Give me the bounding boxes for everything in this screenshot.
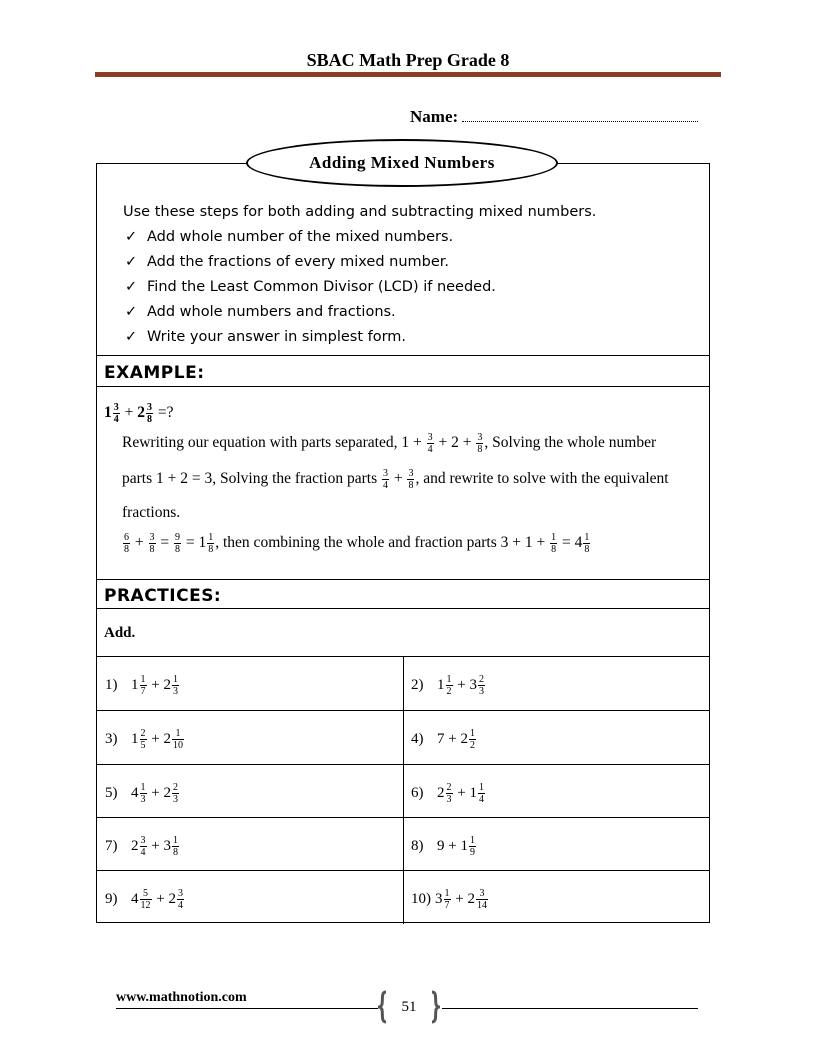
divider bbox=[97, 355, 709, 356]
example-line-3: fractions. bbox=[122, 504, 181, 521]
header-divider-bar bbox=[95, 72, 721, 77]
checkmark-icon: ✓ bbox=[125, 329, 138, 345]
divider bbox=[97, 870, 709, 871]
step-text: Write your answer in simplest form. bbox=[147, 329, 407, 345]
name-blank-line[interactable] bbox=[462, 109, 698, 122]
problem-3: 3) 1 $\frac{2}{5}$ + 2 $\frac{1}{10}$ bbox=[105, 728, 183, 751]
checkmark-icon: ✓ bbox=[125, 254, 138, 270]
fraction: $\frac{3}{4}$ bbox=[427, 432, 433, 455]
add-instruction: Add. bbox=[104, 625, 136, 641]
worksheet-box bbox=[96, 163, 710, 923]
step-item bbox=[123, 275, 596, 300]
footer-website: www.mathnotion.com bbox=[116, 990, 247, 1005]
problem-5: 5) 4 $\frac{1}{3}$ + 2 $\frac{2}{3}$ bbox=[105, 782, 178, 805]
step-text: Add the fractions of every mixed number. bbox=[147, 254, 450, 270]
problem-7: 7) 2 $\frac{3}{4}$ + 3 $\frac{1}{8}$ bbox=[105, 835, 178, 858]
page-number: 51 bbox=[401, 999, 417, 1015]
steps-list bbox=[123, 200, 596, 350]
fraction: $\frac{9}{8}$ bbox=[175, 532, 180, 555]
fraction: $\frac{1}{8}$ bbox=[208, 532, 214, 555]
example-line-1: Rewriting our equation with parts separated, 1 + $\frac{3}{4}$ + 2 + $\frac{3}{8}$ , Solving the whole number bbox=[122, 432, 657, 455]
problem-9: 9) 4 $\frac{5}{12}$ + 2 $\frac{3}{4}$ bbox=[105, 888, 183, 911]
example-label: EXAMPLE: bbox=[104, 363, 205, 383]
fraction: $\frac{3}{8}$ bbox=[147, 402, 152, 425]
checkmark-icon: ✓ bbox=[125, 229, 138, 245]
fraction: $\frac{6}{8}$ bbox=[124, 532, 129, 555]
divider bbox=[97, 386, 709, 387]
step-text: Find the Least Common Divisor (LCD) if needed. bbox=[147, 279, 496, 295]
column-divider bbox=[403, 656, 404, 924]
step-text: Add whole number of the mixed numbers. bbox=[147, 229, 454, 245]
example-line-2: parts 1 + 2 = 3, Solving the fraction parts $\frac{3}{4}$ + $\frac{3}{8}$ , and rewrite to solve with the equivalent bbox=[122, 468, 669, 491]
page-number-frame bbox=[378, 990, 440, 1024]
problem-10: 10) 3 $\frac{1}{7}$ + 2 $\frac{3}{14}$ bbox=[411, 888, 487, 911]
problem-8: 8) 9 + 1 $\frac{1}{9}$ bbox=[411, 835, 475, 858]
step-item bbox=[123, 225, 596, 250]
fraction: $\frac{1}{8}$ bbox=[551, 532, 557, 555]
divider bbox=[97, 579, 709, 580]
fraction: $\frac{3}{4}$ bbox=[113, 402, 119, 425]
checkmark-icon: ✓ bbox=[125, 279, 138, 295]
name-field-row bbox=[410, 107, 698, 127]
problem-2: 2) 1 $\frac{1}{2}$ + 3 $\frac{2}{3}$ bbox=[411, 674, 484, 697]
footer-line-right bbox=[442, 1008, 698, 1009]
example-question: 1 $\frac{3}{4}$ + 2 $\frac{3}{8}$ =? bbox=[104, 402, 174, 425]
name-label: Name: bbox=[410, 107, 459, 126]
problem-4: 4) 7 + 2 $\frac{1}{2}$ bbox=[411, 728, 475, 751]
fraction: $\frac{1}{8}$ bbox=[584, 532, 590, 555]
page-header-title: SBAC Math Prep Grade 8 bbox=[306, 50, 510, 70]
step-item bbox=[123, 325, 596, 350]
divider bbox=[97, 817, 709, 818]
steps-intro: Use these steps for both adding and subtracting mixed numbers. bbox=[123, 204, 597, 220]
fraction: $\frac{3}{4}$ bbox=[382, 468, 388, 491]
checkmark-icon: ✓ bbox=[125, 304, 138, 320]
divider bbox=[97, 608, 709, 609]
divider bbox=[97, 764, 709, 765]
fraction: $\frac{3}{8}$ bbox=[477, 432, 483, 455]
step-item bbox=[123, 300, 596, 325]
fraction: $\frac{3}{8}$ bbox=[149, 532, 155, 555]
section-title-oval: Adding Mixed Numbers bbox=[246, 139, 558, 187]
divider bbox=[97, 710, 709, 711]
problem-1: 1) 1 $\frac{1}{7}$ + 2 $\frac{1}{3}$ bbox=[105, 674, 178, 697]
step-item bbox=[123, 250, 596, 275]
step-text: Add whole numbers and fractions. bbox=[147, 304, 396, 320]
example-line-4: $\frac{6}{8}$ + $\frac{3}{8}$ = $\frac{9}{8}$ = 1 $\frac{1}{8}$ , then combining the whole and fraction parts 3 + 1 + $\frac{1}{8}$ = 4 $\frac{1}{8}$ bbox=[124, 532, 590, 555]
practices-label: PRACTICES: bbox=[104, 586, 222, 606]
fraction: $\frac{3}{8}$ bbox=[408, 468, 414, 491]
problem-6: 6) 2 $\frac{2}{3}$ + 1 $\frac{1}{4}$ bbox=[411, 782, 484, 805]
footer-line-left bbox=[116, 1008, 378, 1009]
